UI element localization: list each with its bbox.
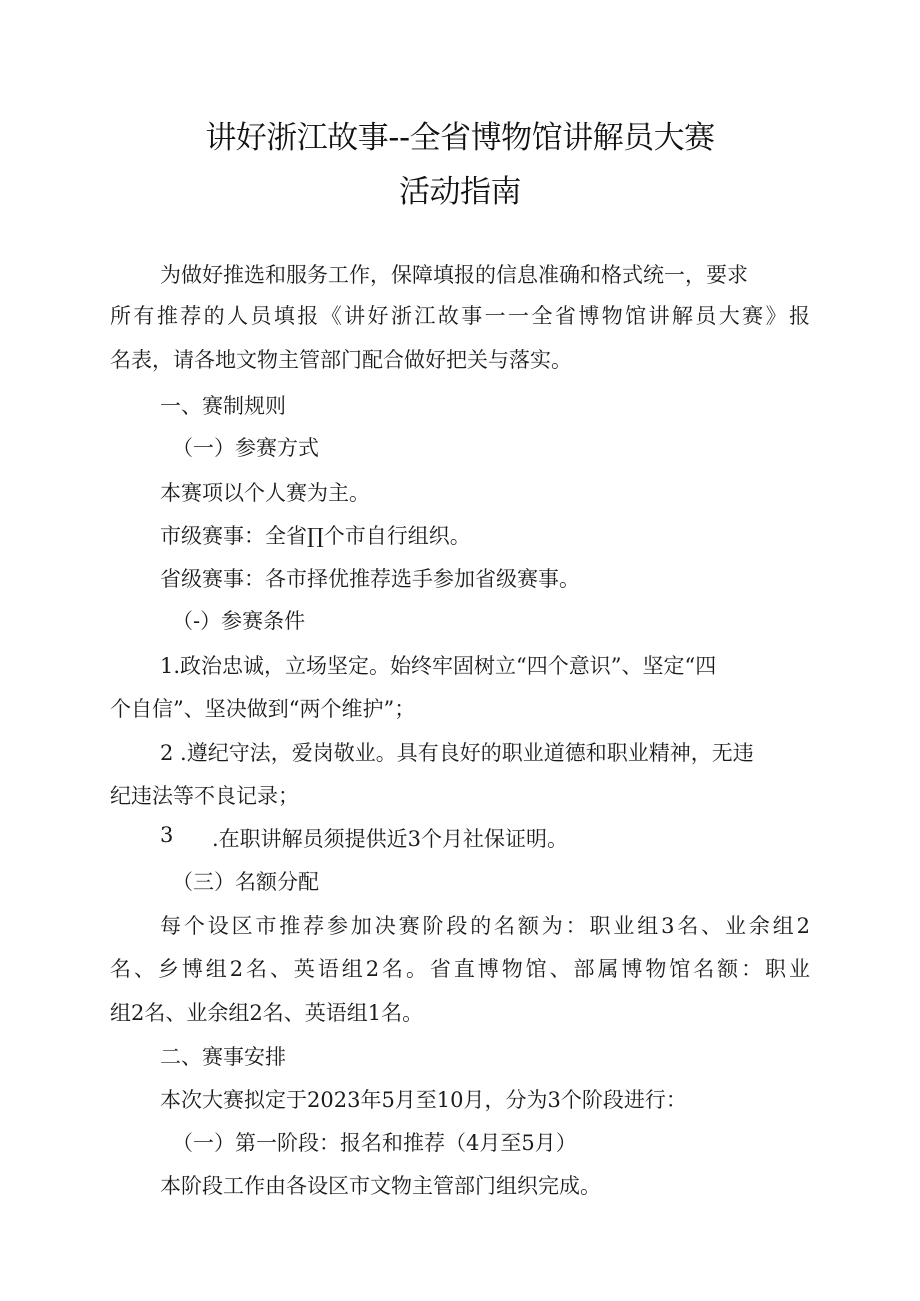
paragraph-line: 省级赛事：各市择优推荐选手参加省级赛事。 [160, 567, 580, 591]
condition-item-1-line-1: 1.政治忠诚，立场坚定。始终牢固树立“四个意识”、坚定“四 [160, 654, 717, 678]
schedule-intro: 本次大赛拟定于2023年5月至10月，分为3个阶段进行： [160, 1088, 687, 1112]
subsection-1-heading: （一）参赛方式 [172, 436, 319, 460]
paragraph-line: 本赛项以个人赛为主。 [160, 481, 370, 505]
condition-item-3-number: 3 [160, 823, 174, 847]
subsection-2-heading: （-）参赛条件 [172, 609, 306, 633]
intro-line-2: 所有推荐的人员填报《讲好浙江故事一一全省博物馆讲解员大赛》报 [110, 304, 810, 328]
document-title-line-1: 讲好浙江故事--全省博物馆讲解员大赛 [205, 120, 715, 156]
quota-line-1: 每个设区市推荐参加决赛阶段的名额为：职业组3名、业余组2 [160, 914, 810, 938]
condition-item-1-line-2: 个自信”、坚决做到“两个维护”； [110, 697, 416, 721]
condition-item-2-line-1: 2 .遵纪守法，爱岗敬业。具有良好的职业道德和职业精神，无违 [160, 741, 754, 765]
document-title-line-2: 活动指南 [399, 174, 521, 210]
quota-line-3: 组2名、业余组2名、英语组1名。 [110, 1001, 424, 1025]
phase-1-heading: （一）第一阶段：报名和推荐（4月至5月） [172, 1131, 577, 1155]
condition-item-3-text: .在职讲解员须提供近3个月社保证明。 [212, 827, 569, 851]
phase-1-text: 本阶段工作由各设区市文物主管部门组织完成。 [160, 1174, 601, 1198]
intro-line-1: 为做好推选和服务工作，保障填报的信息准确和格式统一，要求 [160, 263, 748, 287]
condition-item-2-line-2: 纪违法等不良记录； [110, 784, 299, 808]
intro-line-3: 名表，请各地文物主管部门配合做好把关与落实。 [110, 348, 572, 372]
subsection-3-heading: （三）名额分配 [172, 870, 319, 894]
section-1-heading: 一、赛制规则 [160, 394, 286, 418]
quota-line-2: 名、乡博组2名、英语组2名。省直博物馆、部属博物馆名额：职业 [110, 957, 810, 981]
paragraph-line: 市级赛事：全省∏个市自行组织。 [160, 524, 471, 548]
section-2-heading: 二、赛事安排 [160, 1045, 286, 1069]
